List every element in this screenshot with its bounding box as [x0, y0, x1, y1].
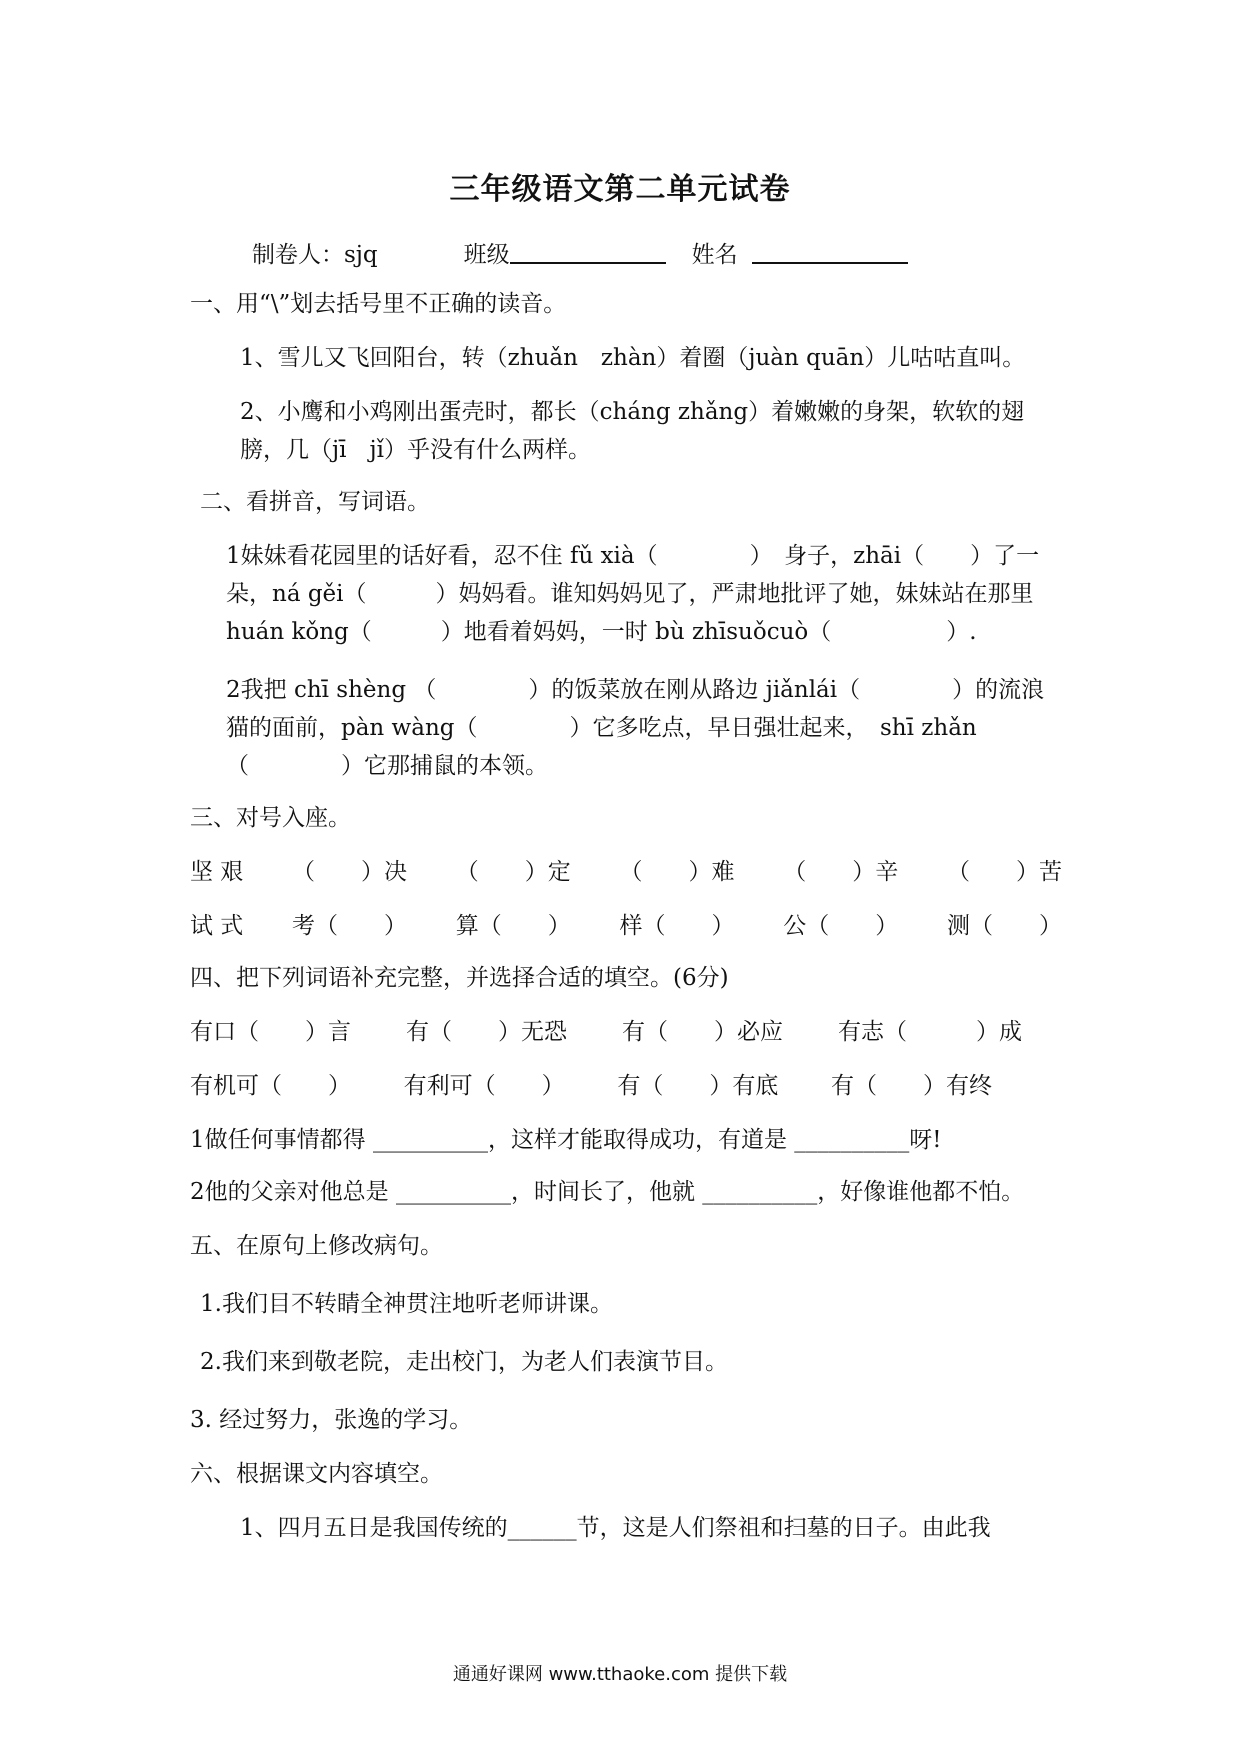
section2-p1: 1妹妹看花园里的话好看，忍不住 fǔ xià（ ） 身子，zhāi（ ）了一朵，ná gěi（ ）妈妈看。谁知妈妈见了，严肃地批评了她，妹妹站在那里 huán kǒng（ ）地看着妈妈，一时 bù zhīsuǒcuò（ ）.: [226, 543, 1040, 645]
match-blank: 考（ ）: [292, 913, 408, 939]
exam-body: [190, 285, 1062, 1547]
match-group-label: 坚 艰: [190, 859, 244, 885]
idiom-item: 有（ ）无恐: [406, 1019, 567, 1045]
match-blank: （ ）苦: [946, 859, 1062, 885]
section4-row1: [190, 1013, 1062, 1051]
match-group-label: 试 式: [190, 913, 244, 939]
match-blank: （ ）辛: [783, 859, 899, 885]
section5-s3: 3. 经过努力，张逸的学习。: [190, 1407, 473, 1433]
exam-meta: [252, 236, 908, 269]
match-blank: 样（ ）: [619, 913, 735, 939]
section6-s1: 1、四月五日是我国传统的______节，这是人们祭祖和扫墓的日子。由此我: [240, 1515, 991, 1541]
section1-q2: 2、小鹰和小鸡刚出蛋壳时，都长（cháng zhǎng）着嫩嫩的身架，软软的翅膀，几（jī jǐ）乎没有什么两样。: [240, 399, 1025, 463]
match-blank: （ ）定: [455, 859, 571, 885]
idiom-item: 有（ ）有终: [830, 1073, 992, 1099]
class-label: 班级: [463, 242, 510, 268]
class-blank: [510, 238, 666, 264]
page-footer: 通通好课网 www.tthaoke.com 提供下载: [452, 1664, 788, 1685]
section2-p2: 2我把 chī shèng （ ）的饭菜放在刚从路边 jiǎnlái（ ）的流浪猫的面前，pàn wàng（ ）它多吃点，早日强壮起来， shī zhǎn（ ）它那捕鼠的本领。: [226, 677, 1045, 779]
section4-sentence2: 2他的父亲对他总是 __________，时间长了，他就 __________，好像谁他都不怕。: [190, 1179, 1025, 1205]
section3-row1: [190, 853, 1062, 891]
section5-heading: 五、在原句上修改病句。: [190, 1233, 443, 1259]
section5-s1: 1.我们目不转睛全神贯注地听老师讲课。: [200, 1291, 613, 1317]
name-label: 姓名: [691, 242, 738, 268]
maker-label: 制卷人：sjq: [252, 242, 378, 268]
section6-heading: 六、根据课文内容填空。: [190, 1461, 443, 1487]
idiom-item: 有（ ）有底: [617, 1073, 779, 1099]
match-blank: 测（ ）: [946, 913, 1062, 939]
page-title: 三年级语文第二单元试卷: [449, 172, 791, 207]
section3-heading: 三、对号入座。: [190, 805, 351, 831]
match-blank: 公（ ）: [783, 913, 899, 939]
section2-heading: 二、看拼音，写词语。: [200, 489, 430, 515]
match-blank: 算（ ）: [455, 913, 571, 939]
match-blank: （ ）决: [292, 859, 408, 885]
section3-row2: [190, 907, 1062, 945]
idiom-item: 有（ ）必应: [622, 1019, 783, 1045]
idiom-item: 有志（ ）成: [838, 1019, 1022, 1045]
section1-q1: 1、雪儿又飞回阳台，转（zhuǎn zhàn）着圈（juàn quān）儿咕咕直叫。: [240, 345, 1026, 371]
idiom-item: 有利可（ ）: [403, 1073, 565, 1099]
match-blank: （ ）难: [619, 859, 735, 885]
name-blank: [752, 238, 908, 264]
section4-sentence1: 1做任何事情都得 __________，这样才能取得成功，有道是 __________呀!: [190, 1127, 942, 1153]
section1-heading: 一、用“\”划去括号里不正确的读音。: [190, 291, 567, 317]
idiom-item: 有口（ ）言: [190, 1019, 351, 1045]
idiom-item: 有机可（ ）: [190, 1073, 351, 1099]
section5-s2: 2.我们来到敬老院，走出校门，为老人们表演节目。: [200, 1349, 728, 1375]
section4-heading: 四、把下列词语补充完整，并选择合适的填空。(6分): [190, 965, 729, 991]
section4-row2: [190, 1067, 1062, 1105]
